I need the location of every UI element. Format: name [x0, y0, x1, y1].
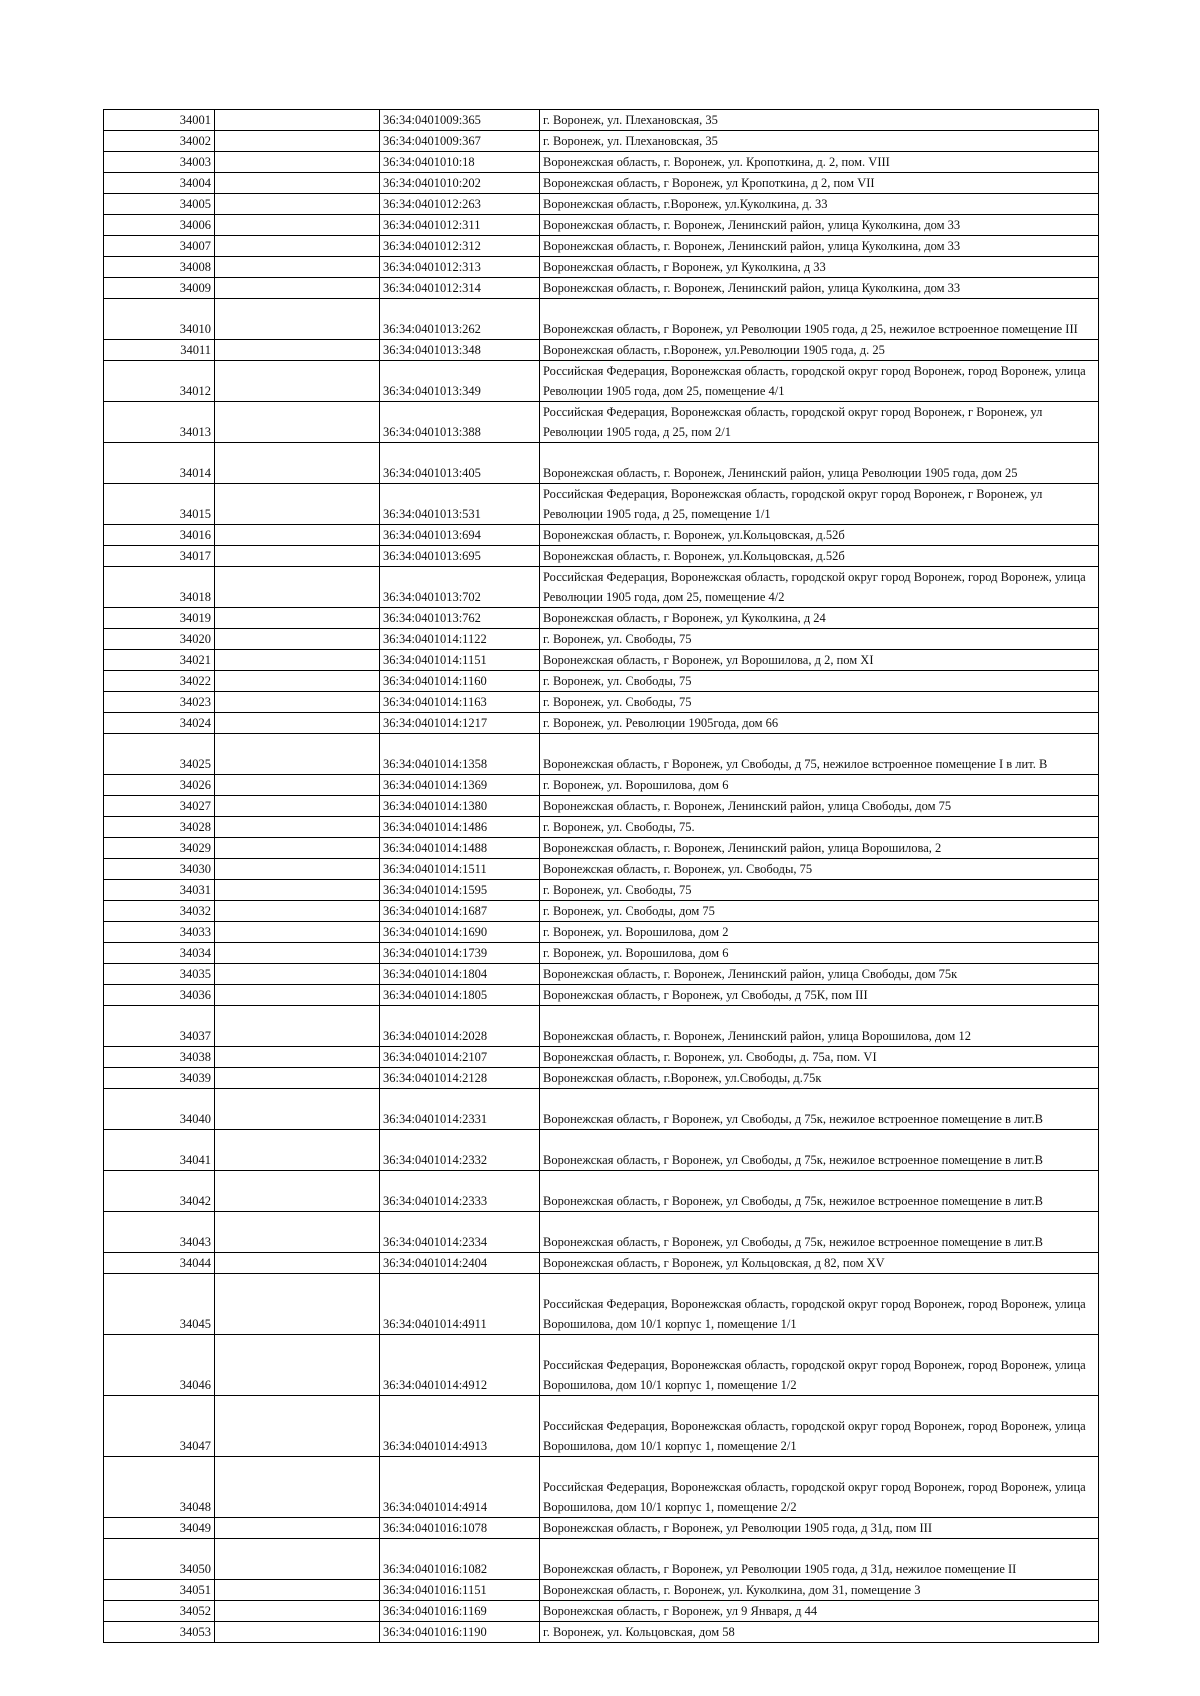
cadastral-number-cell: 36:34:0401014:1151	[380, 650, 540, 671]
empty-cell	[215, 985, 380, 1006]
cadastral-number-cell: 36:34:0401013:695	[380, 546, 540, 567]
cadastral-number-cell: 36:34:0401013:694	[380, 525, 540, 546]
empty-cell	[215, 1457, 380, 1518]
cadastral-number-cell: 36:34:0401016:1190	[380, 1622, 540, 1643]
address-cell: Воронежская область, г Воронеж, ул Революции 1905 года, д 31д, нежилое помещение II	[540, 1539, 1099, 1580]
cadastral-number-cell: 36:34:0401010:18	[380, 152, 540, 173]
table-row	[104, 131, 1099, 152]
empty-cell	[215, 629, 380, 650]
address-cell: Воронежская область, г Воронеж, ул Революции 1905 года, д 31д, пом III	[540, 1518, 1099, 1539]
empty-cell	[215, 1089, 380, 1130]
empty-cell	[215, 525, 380, 546]
address-cell: г. Воронеж, ул. Свободы, дом 75	[540, 901, 1099, 922]
table-row	[104, 484, 1099, 525]
table-row	[104, 1601, 1099, 1622]
row-number-cell: 34048	[104, 1457, 215, 1518]
address-cell: Российская Федерация, Воронежская область, городской округ город Воронеж, город Воронеж, улица Ворошилова, дом 10/1 корпус 1, помещение 1/2	[540, 1335, 1099, 1396]
empty-cell	[215, 1518, 380, 1539]
empty-cell	[215, 734, 380, 775]
table-row	[104, 1047, 1099, 1068]
row-number-cell: 34043	[104, 1212, 215, 1253]
cadastral-number-cell: 36:34:0401013:388	[380, 402, 540, 443]
table-row	[104, 985, 1099, 1006]
empty-cell	[215, 257, 380, 278]
empty-cell	[215, 402, 380, 443]
address-cell: Воронежская область, г Воронеж, ул Кропоткина, д 2, пом VII	[540, 173, 1099, 194]
row-number-cell: 34022	[104, 671, 215, 692]
cadastral-number-cell: 36:34:0401014:2128	[380, 1068, 540, 1089]
address-cell: Воронежская область, г Воронеж, ул Ворошилова, д 2, пом XI	[540, 650, 1099, 671]
row-number-cell: 34001	[104, 110, 215, 131]
table-row	[104, 1335, 1099, 1396]
empty-cell	[215, 299, 380, 340]
row-number-cell: 34005	[104, 194, 215, 215]
row-number-cell: 34014	[104, 443, 215, 484]
row-number-cell: 34017	[104, 546, 215, 567]
address-cell: г. Воронеж, ул. Кольцовская, дом 58	[540, 1622, 1099, 1643]
row-number-cell: 34032	[104, 901, 215, 922]
cadastral-number-cell: 36:34:0401014:1122	[380, 629, 540, 650]
row-number-cell: 34012	[104, 361, 215, 402]
empty-cell	[215, 546, 380, 567]
table-row	[104, 546, 1099, 567]
table-row	[104, 1130, 1099, 1171]
empty-cell	[215, 110, 380, 131]
table-row	[104, 173, 1099, 194]
address-cell: г. Воронеж, ул. Свободы, 75	[540, 629, 1099, 650]
row-number-cell: 34027	[104, 796, 215, 817]
cadastral-number-cell: 36:34:0401014:4914	[380, 1457, 540, 1518]
table-row	[104, 964, 1099, 985]
empty-cell	[215, 713, 380, 734]
address-cell: г. Воронеж, ул. Свободы, 75.	[540, 817, 1099, 838]
table-row	[104, 340, 1099, 361]
table-row	[104, 402, 1099, 443]
cadastral-number-cell: 36:34:0401012:263	[380, 194, 540, 215]
table-row	[104, 194, 1099, 215]
cadastral-number-cell: 36:34:0401014:4913	[380, 1396, 540, 1457]
empty-cell	[215, 1006, 380, 1047]
cadastral-number-cell: 36:34:0401012:312	[380, 236, 540, 257]
cadastral-number-cell: 36:34:0401013:349	[380, 361, 540, 402]
address-cell: Воронежская область, г. Воронеж, Ленинский район, улица Революции 1905 года, дом 25	[540, 443, 1099, 484]
table-row	[104, 880, 1099, 901]
empty-cell	[215, 131, 380, 152]
cadastral-number-cell: 36:34:0401014:4912	[380, 1335, 540, 1396]
row-number-cell: 34023	[104, 692, 215, 713]
address-cell: г. Воронеж, ул. Ворошилова, дом 6	[540, 943, 1099, 964]
row-number-cell: 34029	[104, 838, 215, 859]
address-cell: Воронежская область, г. Воронеж, Ленинский район, улица Ворошилова, дом 12	[540, 1006, 1099, 1047]
table-row	[104, 775, 1099, 796]
cadastral-number-cell: 36:34:0401014:2107	[380, 1047, 540, 1068]
row-number-cell: 34010	[104, 299, 215, 340]
cadastral-number-cell: 36:34:0401009:367	[380, 131, 540, 152]
cadastral-number-cell: 36:34:0401012:314	[380, 278, 540, 299]
address-cell: Российская Федерация, Воронежская область, городской округ город Воронеж, г Воронеж, ул Революции 1905 года, д 25, помещение 1/1	[540, 484, 1099, 525]
table-row	[104, 1171, 1099, 1212]
row-number-cell: 34019	[104, 608, 215, 629]
row-number-cell: 34038	[104, 1047, 215, 1068]
empty-cell	[215, 443, 380, 484]
row-number-cell: 34033	[104, 922, 215, 943]
cadastral-number-cell: 36:34:0401016:1169	[380, 1601, 540, 1622]
table-body	[104, 110, 1099, 1643]
row-number-cell: 34006	[104, 215, 215, 236]
empty-cell	[215, 1580, 380, 1601]
table-row	[104, 650, 1099, 671]
row-number-cell: 34011	[104, 340, 215, 361]
row-number-cell: 34042	[104, 1171, 215, 1212]
address-cell: Воронежская область, г Воронеж, ул 9 Января, д 44	[540, 1601, 1099, 1622]
cadastral-number-cell: 36:34:0401014:1358	[380, 734, 540, 775]
address-cell: Воронежская область, г Воронеж, ул Свободы, д 75к, нежилое встроенное помещение в лит.В	[540, 1171, 1099, 1212]
row-number-cell: 34025	[104, 734, 215, 775]
address-cell: Воронежская область, г Воронеж, ул Свободы, д 75, нежилое встроенное помещение I в лит. В	[540, 734, 1099, 775]
row-number-cell: 34049	[104, 1518, 215, 1539]
empty-cell	[215, 692, 380, 713]
empty-cell	[215, 567, 380, 608]
table-row	[104, 443, 1099, 484]
row-number-cell: 34030	[104, 859, 215, 880]
address-cell: г. Воронеж, ул. Свободы, 75	[540, 692, 1099, 713]
cadastral-number-cell: 36:34:0401014:2334	[380, 1212, 540, 1253]
cadastral-number-cell: 36:34:0401014:1595	[380, 880, 540, 901]
empty-cell	[215, 194, 380, 215]
row-number-cell: 34013	[104, 402, 215, 443]
cadastral-number-cell: 36:34:0401014:1805	[380, 985, 540, 1006]
cadastral-number-cell: 36:34:0401014:2331	[380, 1089, 540, 1130]
empty-cell	[215, 1274, 380, 1335]
cadastral-number-cell: 36:34:0401014:1380	[380, 796, 540, 817]
row-number-cell: 34035	[104, 964, 215, 985]
empty-cell	[215, 671, 380, 692]
row-number-cell: 34040	[104, 1089, 215, 1130]
cadastral-number-cell: 36:34:0401013:405	[380, 443, 540, 484]
cadastral-number-cell: 36:34:0401014:1739	[380, 943, 540, 964]
cadastral-number-cell: 36:34:0401014:1804	[380, 964, 540, 985]
cadastral-number-cell: 36:34:0401016:1082	[380, 1539, 540, 1580]
address-cell: Воронежская область, г Воронеж, ул Свободы, д 75к, нежилое встроенное помещение в лит.В	[540, 1212, 1099, 1253]
empty-cell	[215, 1539, 380, 1580]
cadastral-number-cell: 36:34:0401014:1160	[380, 671, 540, 692]
address-cell: Воронежская область, г. Воронеж, Ленинский район, улица Куколкина, дом 33	[540, 278, 1099, 299]
table-row	[104, 943, 1099, 964]
table-row	[104, 838, 1099, 859]
cadastral-number-cell: 36:34:0401013:702	[380, 567, 540, 608]
row-number-cell: 34047	[104, 1396, 215, 1457]
row-number-cell: 34034	[104, 943, 215, 964]
cadastral-number-cell: 36:34:0401014:2332	[380, 1130, 540, 1171]
table-row	[104, 1089, 1099, 1130]
row-number-cell: 34002	[104, 131, 215, 152]
address-cell: Российская Федерация, Воронежская область, городской округ город Воронеж, г Воронеж, ул Революции 1905 года, д 25, пом 2/1	[540, 402, 1099, 443]
empty-cell	[215, 361, 380, 402]
table-row	[104, 796, 1099, 817]
address-cell: Воронежская область, г. Воронеж, Ленинский район, улица Куколкина, дом 33	[540, 236, 1099, 257]
address-cell: Воронежская область, г.Воронеж, ул.Революции 1905 года, д. 25	[540, 340, 1099, 361]
address-cell: Российская Федерация, Воронежская область, городской округ город Воронеж, город Воронеж, улица Ворошилова, дом 10/1 корпус 1, помещение 2/1	[540, 1396, 1099, 1457]
table-row	[104, 152, 1099, 173]
cadastral-number-cell: 36:34:0401012:313	[380, 257, 540, 278]
table-row	[104, 1212, 1099, 1253]
cadastral-number-cell: 36:34:0401014:1369	[380, 775, 540, 796]
table-row	[104, 361, 1099, 402]
empty-cell	[215, 1130, 380, 1171]
address-cell: Воронежская область, г. Воронеж, Ленинский район, улица Свободы, дом 75к	[540, 964, 1099, 985]
row-number-cell: 34021	[104, 650, 215, 671]
empty-cell	[215, 278, 380, 299]
empty-cell	[215, 340, 380, 361]
row-number-cell: 34016	[104, 525, 215, 546]
row-number-cell: 34008	[104, 257, 215, 278]
address-cell: Воронежская область, г Воронеж, ул Кольцовская, д 82, пом XV	[540, 1253, 1099, 1274]
empty-cell	[215, 817, 380, 838]
row-number-cell: 34041	[104, 1130, 215, 1171]
address-cell: Воронежская область, г Воронеж, ул Куколкина, д 33	[540, 257, 1099, 278]
cadastral-number-cell: 36:34:0401014:1488	[380, 838, 540, 859]
table-row	[104, 110, 1099, 131]
row-number-cell: 34053	[104, 1622, 215, 1643]
table-row	[104, 1580, 1099, 1601]
row-number-cell: 34009	[104, 278, 215, 299]
cadastral-number-cell: 36:34:0401009:365	[380, 110, 540, 131]
empty-cell	[215, 964, 380, 985]
row-number-cell: 34028	[104, 817, 215, 838]
row-number-cell: 34020	[104, 629, 215, 650]
address-cell: г. Воронеж, ул. Свободы, 75	[540, 671, 1099, 692]
empty-cell	[215, 922, 380, 943]
address-cell: г. Воронеж, ул. Ворошилова, дом 2	[540, 922, 1099, 943]
row-number-cell: 34045	[104, 1274, 215, 1335]
address-cell: Воронежская область, г Воронеж, ул Свободы, д 75к, нежилое встроенное помещение в лит.В	[540, 1130, 1099, 1171]
empty-cell	[215, 608, 380, 629]
row-number-cell: 34036	[104, 985, 215, 1006]
row-number-cell: 34050	[104, 1539, 215, 1580]
address-cell: Воронежская область, г. Воронеж, ул. Свободы, 75	[540, 859, 1099, 880]
document-page	[103, 109, 1099, 1643]
property-register-table	[103, 109, 1099, 1643]
table-row	[104, 278, 1099, 299]
cadastral-number-cell: 36:34:0401014:1687	[380, 901, 540, 922]
table-row	[104, 629, 1099, 650]
row-number-cell: 34039	[104, 1068, 215, 1089]
cadastral-number-cell: 36:34:0401012:311	[380, 215, 540, 236]
cadastral-number-cell: 36:34:0401014:2333	[380, 1171, 540, 1212]
row-number-cell: 34046	[104, 1335, 215, 1396]
row-number-cell: 34051	[104, 1580, 215, 1601]
table-row	[104, 671, 1099, 692]
empty-cell	[215, 1396, 380, 1457]
cadastral-number-cell: 36:34:0401013:262	[380, 299, 540, 340]
empty-cell	[215, 838, 380, 859]
table-row	[104, 215, 1099, 236]
table-row	[104, 901, 1099, 922]
cadastral-number-cell: 36:34:0401014:2028	[380, 1006, 540, 1047]
row-number-cell: 34031	[104, 880, 215, 901]
address-cell: Воронежская область, г. Воронеж, ул. Куколкина, дом 31, помещение 3	[540, 1580, 1099, 1601]
empty-cell	[215, 1047, 380, 1068]
empty-cell	[215, 152, 380, 173]
row-number-cell: 34052	[104, 1601, 215, 1622]
table-row	[104, 236, 1099, 257]
address-cell: г. Воронеж, ул. Ворошилова, дом 6	[540, 775, 1099, 796]
empty-cell	[215, 173, 380, 194]
address-cell: Воронежская область, г. Воронеж, Ленинский район, улица Ворошилова, 2	[540, 838, 1099, 859]
address-cell: Воронежская область, г Воронеж, ул Куколкина, д 24	[540, 608, 1099, 629]
address-cell: Воронежская область, г. Воронеж, ул.Кольцовская, д.52б	[540, 525, 1099, 546]
address-cell: г. Воронеж, ул. Свободы, 75	[540, 880, 1099, 901]
empty-cell	[215, 1212, 380, 1253]
address-cell: Воронежская область, г Воронеж, ул Свободы, д 75к, нежилое встроенное помещение в лит.В	[540, 1089, 1099, 1130]
cadastral-number-cell: 36:34:0401014:1690	[380, 922, 540, 943]
cadastral-number-cell: 36:34:0401014:1163	[380, 692, 540, 713]
cadastral-number-cell: 36:34:0401013:531	[380, 484, 540, 525]
row-number-cell: 34018	[104, 567, 215, 608]
empty-cell	[215, 880, 380, 901]
address-cell: Российская Федерация, Воронежская область, городской округ город Воронеж, город Воронеж, улица Революции 1905 года, дом 25, помещение 4/1	[540, 361, 1099, 402]
table-row	[104, 567, 1099, 608]
address-cell: Воронежская область, г.Воронеж, ул.Куколкина, д. 33	[540, 194, 1099, 215]
cadastral-number-cell: 36:34:0401014:4911	[380, 1274, 540, 1335]
address-cell: Воронежская область, г Воронеж, ул Революции 1905 года, д 25, нежилое встроенное помещение III	[540, 299, 1099, 340]
cadastral-number-cell: 36:34:0401016:1151	[380, 1580, 540, 1601]
row-number-cell: 34004	[104, 173, 215, 194]
cadastral-number-cell: 36:34:0401014:2404	[380, 1253, 540, 1274]
address-cell: Российская Федерация, Воронежская область, городской округ город Воронеж, город Воронеж, улица Ворошилова, дом 10/1 корпус 1, помещение 2/2	[540, 1457, 1099, 1518]
table-row	[104, 1518, 1099, 1539]
cadastral-number-cell: 36:34:0401013:762	[380, 608, 540, 629]
address-cell: Воронежская область, г.Воронеж, ул.Свободы, д.75к	[540, 1068, 1099, 1089]
row-number-cell: 34026	[104, 775, 215, 796]
empty-cell	[215, 1622, 380, 1643]
address-cell: Воронежская область, г. Воронеж, Ленинский район, улица Свободы, дом 75	[540, 796, 1099, 817]
address-cell: Воронежская область, г. Воронеж, Ленинский район, улица Куколкина, дом 33	[540, 215, 1099, 236]
row-number-cell: 34024	[104, 713, 215, 734]
address-cell: г. Воронеж, ул. Плехановская, 35	[540, 110, 1099, 131]
row-number-cell: 34003	[104, 152, 215, 173]
table-row	[104, 734, 1099, 775]
empty-cell	[215, 775, 380, 796]
table-row	[104, 525, 1099, 546]
address-cell: Российская Федерация, Воронежская область, городской округ город Воронеж, город Воронеж, улица Ворошилова, дом 10/1 корпус 1, помещение 1/1	[540, 1274, 1099, 1335]
row-number-cell: 34007	[104, 236, 215, 257]
empty-cell	[215, 1335, 380, 1396]
table-row	[104, 608, 1099, 629]
table-row	[104, 1396, 1099, 1457]
address-cell: г. Воронеж, ул. Революции 1905года, дом 66	[540, 713, 1099, 734]
empty-cell	[215, 1171, 380, 1212]
table-row	[104, 1274, 1099, 1335]
table-row	[104, 692, 1099, 713]
empty-cell	[215, 859, 380, 880]
address-cell: Воронежская область, г Воронеж, ул Свободы, д 75К, пом III	[540, 985, 1099, 1006]
address-cell: Воронежская область, г. Воронеж, ул.Кольцовская, д.52б	[540, 546, 1099, 567]
table-row	[104, 1253, 1099, 1274]
cadastral-number-cell: 36:34:0401016:1078	[380, 1518, 540, 1539]
address-cell: Воронежская область, г. Воронеж, ул. Кропоткина, д. 2, пом. VIII	[540, 152, 1099, 173]
empty-cell	[215, 650, 380, 671]
cadastral-number-cell: 36:34:0401014:1511	[380, 859, 540, 880]
address-cell: Воронежская область, г. Воронеж, ул. Свободы, д. 75а, пом. VI	[540, 1047, 1099, 1068]
row-number-cell: 34015	[104, 484, 215, 525]
empty-cell	[215, 215, 380, 236]
row-number-cell: 34037	[104, 1006, 215, 1047]
table-row	[104, 1622, 1099, 1643]
empty-cell	[215, 901, 380, 922]
table-row	[104, 1068, 1099, 1089]
empty-cell	[215, 484, 380, 525]
empty-cell	[215, 943, 380, 964]
table-row	[104, 257, 1099, 278]
empty-cell	[215, 1253, 380, 1274]
cadastral-number-cell: 36:34:0401010:202	[380, 173, 540, 194]
empty-cell	[215, 236, 380, 257]
row-number-cell: 34044	[104, 1253, 215, 1274]
table-row	[104, 1457, 1099, 1518]
empty-cell	[215, 1068, 380, 1089]
table-row	[104, 1539, 1099, 1580]
address-cell: г. Воронеж, ул. Плехановская, 35	[540, 131, 1099, 152]
cadastral-number-cell: 36:34:0401014:1217	[380, 713, 540, 734]
cadastral-number-cell: 36:34:0401014:1486	[380, 817, 540, 838]
cadastral-number-cell: 36:34:0401013:348	[380, 340, 540, 361]
table-row	[104, 1006, 1099, 1047]
table-row	[104, 817, 1099, 838]
table-row	[104, 713, 1099, 734]
table-row	[104, 299, 1099, 340]
empty-cell	[215, 1601, 380, 1622]
table-row	[104, 859, 1099, 880]
table-row	[104, 922, 1099, 943]
address-cell: Российская Федерация, Воронежская область, городской округ город Воронеж, город Воронеж, улица Революции 1905 года, дом 25, помещение 4/2	[540, 567, 1099, 608]
empty-cell	[215, 796, 380, 817]
